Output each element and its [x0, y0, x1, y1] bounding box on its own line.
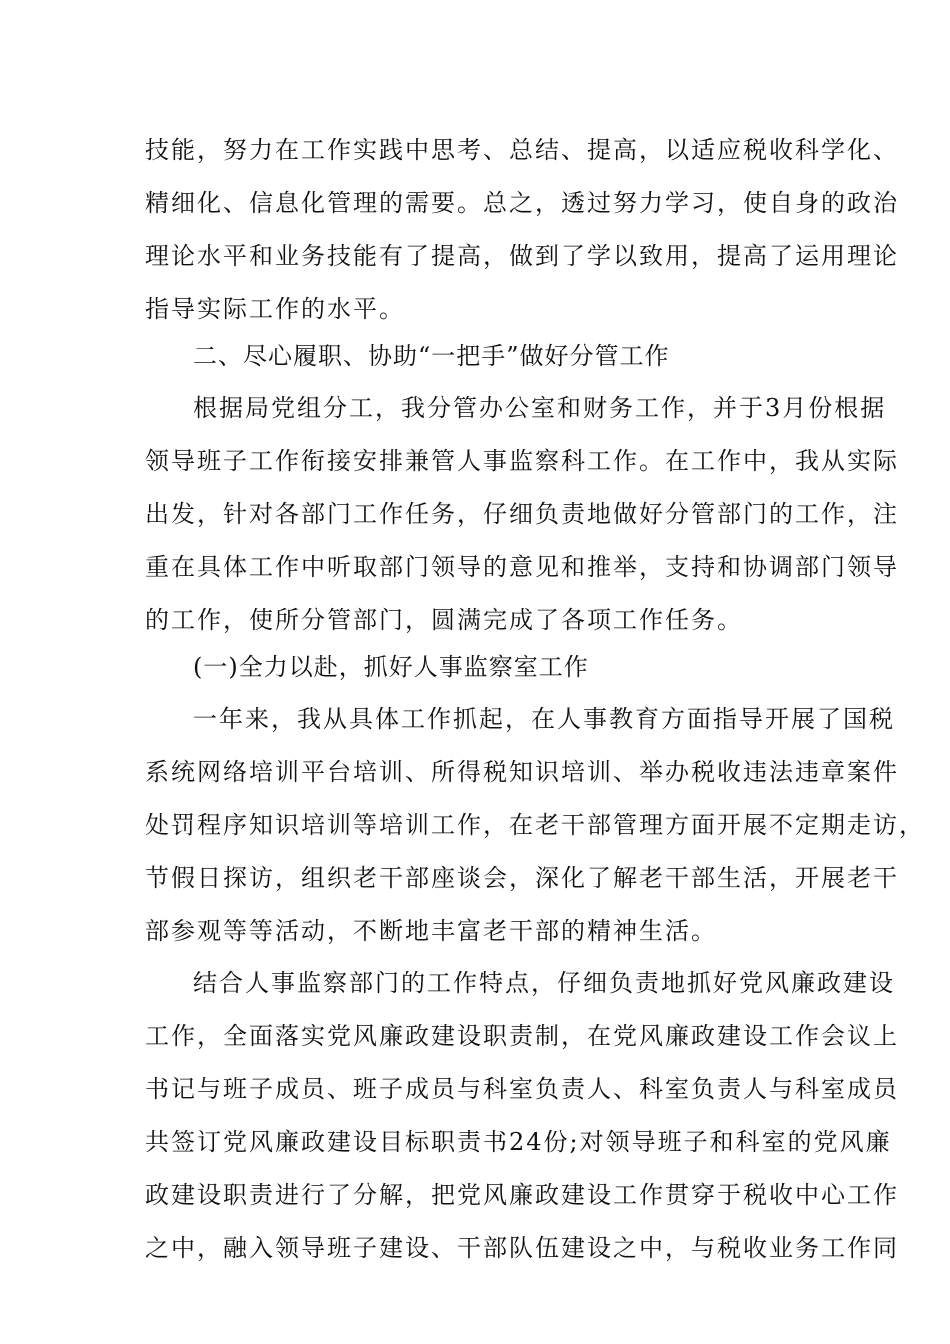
text-line-22: 之中，融入领导班子建设、干部队伍建设之中，与税收业务工作同 — [145, 1234, 899, 1262]
text-line-9: 重在具体工作中听取部门领导的意见和推举，支持和协调部门领导 — [145, 553, 899, 581]
text-line-14: 处罚程序知识培训等培训工作，在老干部管理方面开展不定期走访， — [145, 811, 925, 839]
text-line-3: 理论水平和业务技能有了提高，做到了学以致用，提高了运用理论 — [145, 242, 899, 270]
text-line-16: 部参观等等活动，不断地丰富老干部的精神生活。 — [145, 917, 717, 945]
subsection-heading-1: (一)全力以赴，抓好人事监察室工作 — [193, 653, 589, 681]
text-line-6: 根据局党组分工，我分管办公室和财务工作，并于3月份根据 — [193, 394, 887, 422]
text-line-13: 系统网络培训平台培训、所得税知识培训、举办税收违法违章案件 — [145, 758, 899, 786]
text-line-1: 技能，努力在工作实践中思考、总结、提高，以适应税收科学化、 — [145, 136, 899, 164]
text-line-21: 政建设职责进行了分解，把党风廉政建设工作贯穿于税收中心工作 — [145, 1181, 899, 1209]
text-line-2: 精细化、信息化管理的需要。总之，透过努力学习，使自身的政治 — [145, 189, 899, 217]
text-line-15: 节假日探访，组织老干部座谈会，深化了解老干部生活，开展老干 — [145, 864, 899, 892]
section-heading-2: 二、尽心履职、协助“一把手”做好分管工作 — [193, 342, 670, 370]
text-line-19: 书记与班子成员、班子成员与科室负责人、科室负责人与科室成员 — [145, 1075, 899, 1103]
text-line-20: 共签订党风廉政建设目标职责书24份;对领导班子和科室的党风廉 — [145, 1128, 892, 1156]
text-line-17: 结合人事监察部门的工作特点，仔细负责地抓好党风廉政建设 — [193, 969, 895, 997]
text-line-18: 工作，全面落实党风廉政建设职责制，在党风廉政建设工作会议上 — [145, 1022, 899, 1050]
text-line-8: 出发，针对各部门工作任务，仔细负责地做好分管部门的工作，注 — [145, 500, 899, 528]
text-line-7: 领导班子工作衔接安排兼管人事监察科工作。在工作中，我从实际 — [145, 447, 899, 475]
text-line-12: 一年来，我从具体工作抓起，在人事教育方面指导开展了国税 — [193, 705, 895, 733]
text-line-10: 的工作，使所分管部门，圆满完成了各项工作任务。 — [145, 606, 743, 634]
text-line-4: 指导实际工作的水平。 — [145, 295, 405, 323]
